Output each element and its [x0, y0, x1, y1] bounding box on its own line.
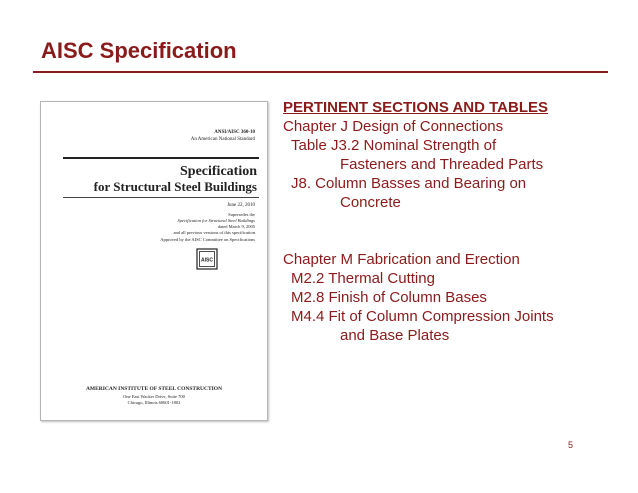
- m22-item: M2.2 Thermal Cutting: [291, 270, 435, 287]
- j8-line1: J8. Column Basses and Bearing on: [291, 175, 527, 192]
- cover-supersedes-3: dated March 9, 2005: [217, 224, 255, 229]
- section-gap: [283, 212, 623, 231]
- aisc-logo-icon: [196, 248, 218, 270]
- m44-line1: M4.4 Fit of Column Compression Joints: [291, 308, 554, 325]
- sections-list: [283, 98, 623, 345]
- cover-address-1: One East Wacker Drive, Suite 700: [123, 394, 185, 399]
- cover-rule-top: [63, 157, 259, 159]
- j8-line2: Concrete: [340, 194, 401, 211]
- cover-supersedes-2: Specification for Structural Steel Buildings: [177, 218, 255, 223]
- cover-supersedes-1: Supersedes the: [228, 212, 255, 217]
- table-j32-line1: Table J3.2 Nominal Strength of: [291, 137, 497, 154]
- cover-supersedes-4: and all previous versions of this specification: [173, 230, 255, 235]
- chapter-m: Chapter M Fabrication and Erection: [283, 251, 520, 268]
- specification-cover-image: [40, 101, 268, 421]
- cover-supersedes: [115, 212, 255, 236]
- cover-title: [94, 164, 257, 194]
- page-number: 5: [568, 440, 574, 450]
- cover-address-2: Chicago, Illinois 60601-1802: [127, 400, 181, 405]
- cover-approved: Approved by the AISC Committee on Specifications: [160, 237, 255, 242]
- table-j32-line2: Fasteners and Threaded Parts: [340, 156, 544, 173]
- cover-standard: [191, 129, 255, 143]
- cover-address: [41, 394, 267, 406]
- slide-title: AISC Specification: [41, 38, 237, 63]
- section-gap: [283, 231, 623, 250]
- m28-item: M2.8 Finish of Column Bases: [291, 289, 487, 306]
- sections-heading: PERTINENT SECTIONS AND TABLES: [283, 99, 549, 116]
- cover-organization: AMERICAN INSTITUTE OF STEEL CONSTRUCTION: [85, 386, 223, 392]
- aisc-logo-text: AISC: [201, 257, 213, 264]
- cover-title-line1: Specification: [180, 164, 257, 179]
- m44-line2: and Base Plates: [340, 327, 450, 344]
- cover-date: June 22, 2010: [227, 203, 255, 208]
- cover-standard-type: An American National Standard: [190, 137, 255, 142]
- cover-standard-number: ANSI/AISC 360-10: [214, 130, 255, 135]
- chapter-j: Chapter J Design of Connections: [283, 118, 504, 135]
- title-divider: [33, 71, 608, 73]
- cover-rule-bottom: [63, 197, 259, 198]
- cover-title-line2: for Structural Steel Buildings: [93, 179, 257, 194]
